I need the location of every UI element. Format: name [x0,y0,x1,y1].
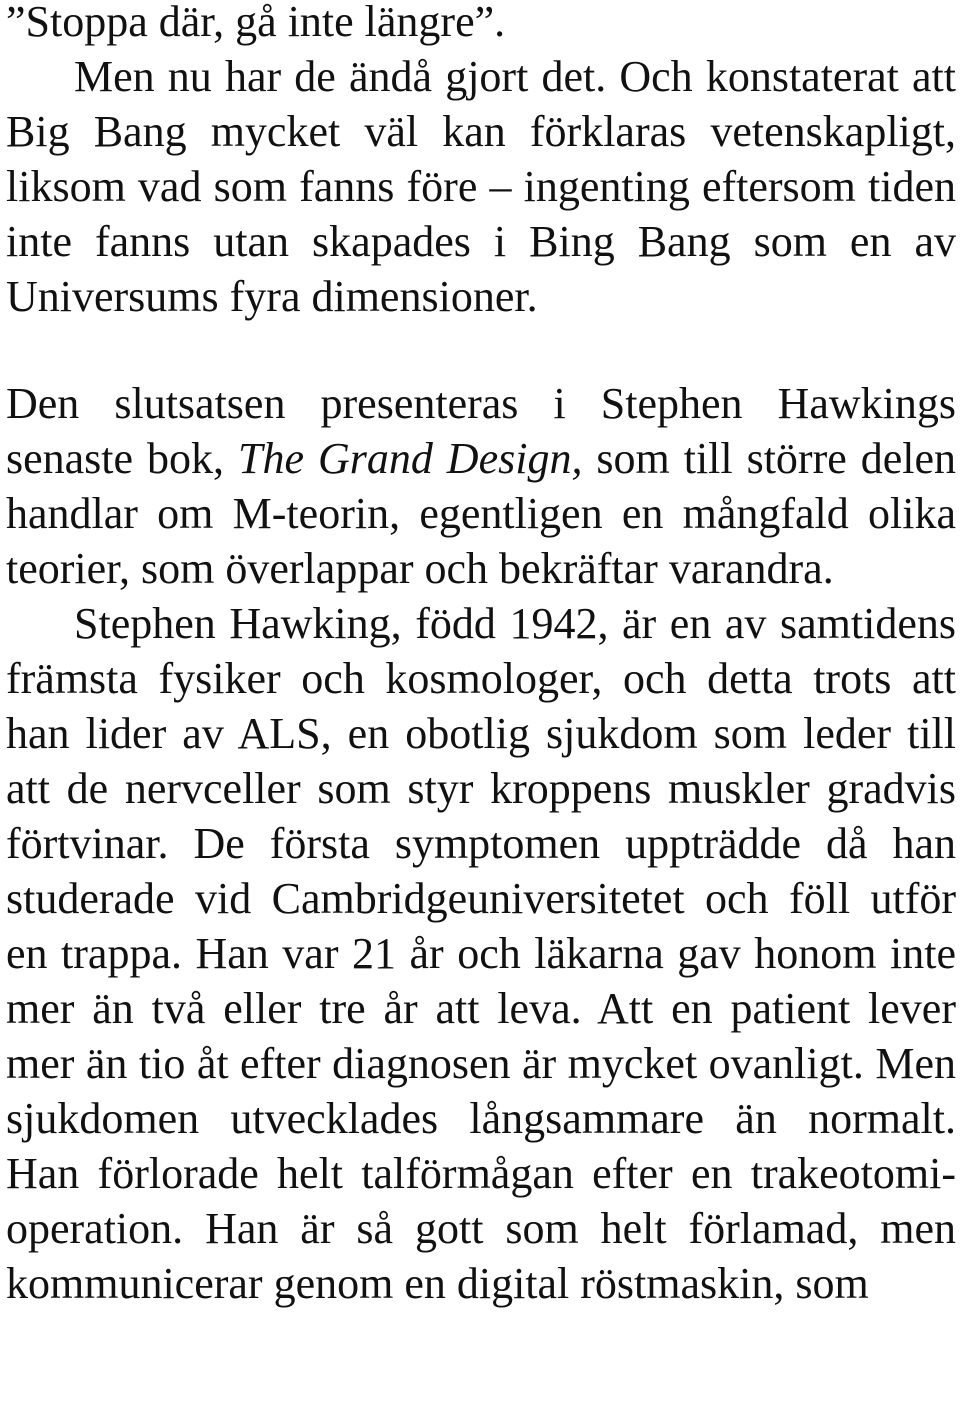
paragraph-big-bang: Men nu har de ändå gjort det. Och konstaterat att Big Bang mycket väl kan förklaras vetenskapligt, liksom vad som fanns före – ingenting eftersom tiden inte fanns utan skapades i Bing Bang som en av Universums fyra dimensioner. [6,52,956,321]
paragraph-grand-design-before: Den slutsatsen presenteras i Stephen Hawkings senaste bok, [6,379,956,483]
paragraph-hawking-biography: Stephen Hawking, född 1942, är en av samtidens främsta fysiker och kosmologer, och detta trots att han lider av ALS, en obotlig sjukdom som leder till att de nervceller som styr kroppens muskler gradvis förtvinar. De första symptomen uppträdde då han studerade vid Cambridgeuniversitetet och föll utför en trappa. Han var 21 år och läkarna gav honom inte mer än två eller tre år att leva. Att en patient lever mer än tio åt efter diagnosen är mycket ovanligt. Men sjukdomen utvecklades långsammare än normalt. Han förlorade helt talförmågan efter en trakeotomioperation. Han är så gott som helt förlamad, men kommunicerar genom en digital röstmaskin, som [6,599,956,1308]
paragraph-grand-design-after: som till större delen handlar om M-teorin, egentligen en mångfald olika teorier, som överlappar och bekräftar varandra. [6,434,956,593]
paragraph-grand-design [6,376,956,596]
book-title: The Grand Design, [237,434,583,483]
document-page [6,0,956,1311]
paragraph-gap [6,324,956,376]
paragraph-quote: ”Stoppa där, gå inte längre”. [6,0,506,46]
